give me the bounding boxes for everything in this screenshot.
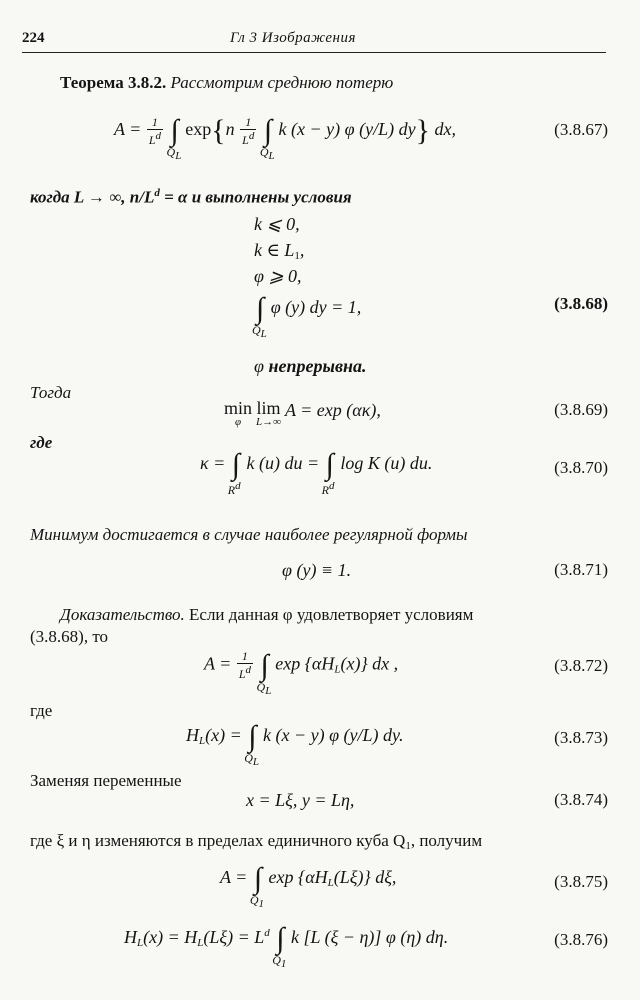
eq-67-body: A = $\frac{1}{L^d}$ ∫ QL exp{n $\frac{1}{L^d}$ ∫ QL k (x − y) φ (y/L) dy} dx, — [114, 114, 456, 162]
eq-76-number: (3.8.76) — [554, 930, 608, 949]
then-word: Тогда — [30, 383, 72, 402]
equation-3-8-72: A = $\frac{1}{L^d}$ ∫ QL exp {αHL(x)} dx , (3.8.72) — [204, 648, 608, 697]
equation-3-8-75: A = ∫ Q1 exp {αHL(Lξ)} dξ, (3.8.75) — [220, 862, 608, 910]
condition-4: ∫ QL φ (y) dy = 1, — [252, 292, 362, 340]
eq-70-number: (3.8.70) — [554, 458, 608, 477]
condition-1: k ⩽ 0, — [254, 214, 300, 234]
condition-3: φ ⩾ 0, — [254, 266, 302, 286]
equation-3-8-74: x = Lξ, y = Lη, (3.8.74) — [246, 790, 608, 810]
eq-73-number: (3.8.73) — [554, 728, 608, 747]
where-word: где — [30, 433, 53, 452]
where-word-2: где — [30, 701, 53, 720]
running-title: Гл 3 Изображения — [230, 30, 356, 46]
theorem-statement — [60, 72, 620, 94]
page-header — [22, 30, 606, 53]
page-number: 224 — [22, 30, 45, 46]
equation-3-8-76: $HL(x) = HL(L\xi) = L^d$ ∫ Q1 k [L (ξ − η)] φ (η) dη. (3.8.76) — [124, 922, 608, 970]
eq-74-number: (3.8.74) — [554, 790, 608, 809]
equation-3-8-70: κ = ∫ $R^d$ k (u) du = ∫ $R^d$ log K (u) du. (3.8.70) — [200, 448, 608, 497]
equation-3-8-69: min φ lim L→∞ A = exp (ακ), (3.8.69) — [224, 398, 608, 428]
condition-5: φ непрерывна. — [254, 356, 367, 376]
where-xi-text: где ξ и η изменяются в пределах единичного куба Q1, получим — [30, 831, 483, 852]
eq-72-number: (3.8.72) — [554, 656, 608, 675]
eq-68-number: (3.8.68) — [554, 294, 608, 313]
eq-71-number: (3.8.71) — [554, 560, 608, 579]
eq-67-number: (3.8.67) — [554, 120, 608, 139]
theorem-text: Рассмотрим среднюю потерю — [170, 73, 394, 92]
proof-line-2: (3.8.68), то — [30, 627, 109, 646]
minimum-text: Минимум достигается в случае наиболее регулярной формы — [30, 525, 468, 544]
proof-line-1: Доказательство. Если данная φ удовлетворяет условиям — [60, 605, 474, 624]
equation-3-8-73: HL(x) = ∫ QL k (x − y) φ (y/L) dy. (3.8.73) — [186, 720, 608, 768]
equation-3-8-71: φ (y) ≡ 1. (3.8.71) — [282, 560, 608, 580]
condition-2: k ∈ L1, — [254, 240, 305, 262]
eq-75-number: (3.8.75) — [554, 872, 608, 891]
equation-3-8-67 — [0, 104, 640, 164]
when-line: когда L → ∞, $n/L^d = \alpha$ и выполнены условия — [30, 187, 352, 207]
substitute-text: Заменяя переменные — [30, 771, 182, 790]
eq-69-number: (3.8.69) — [554, 400, 608, 419]
theorem-label: Теорема 3.8.2. — [60, 73, 167, 92]
